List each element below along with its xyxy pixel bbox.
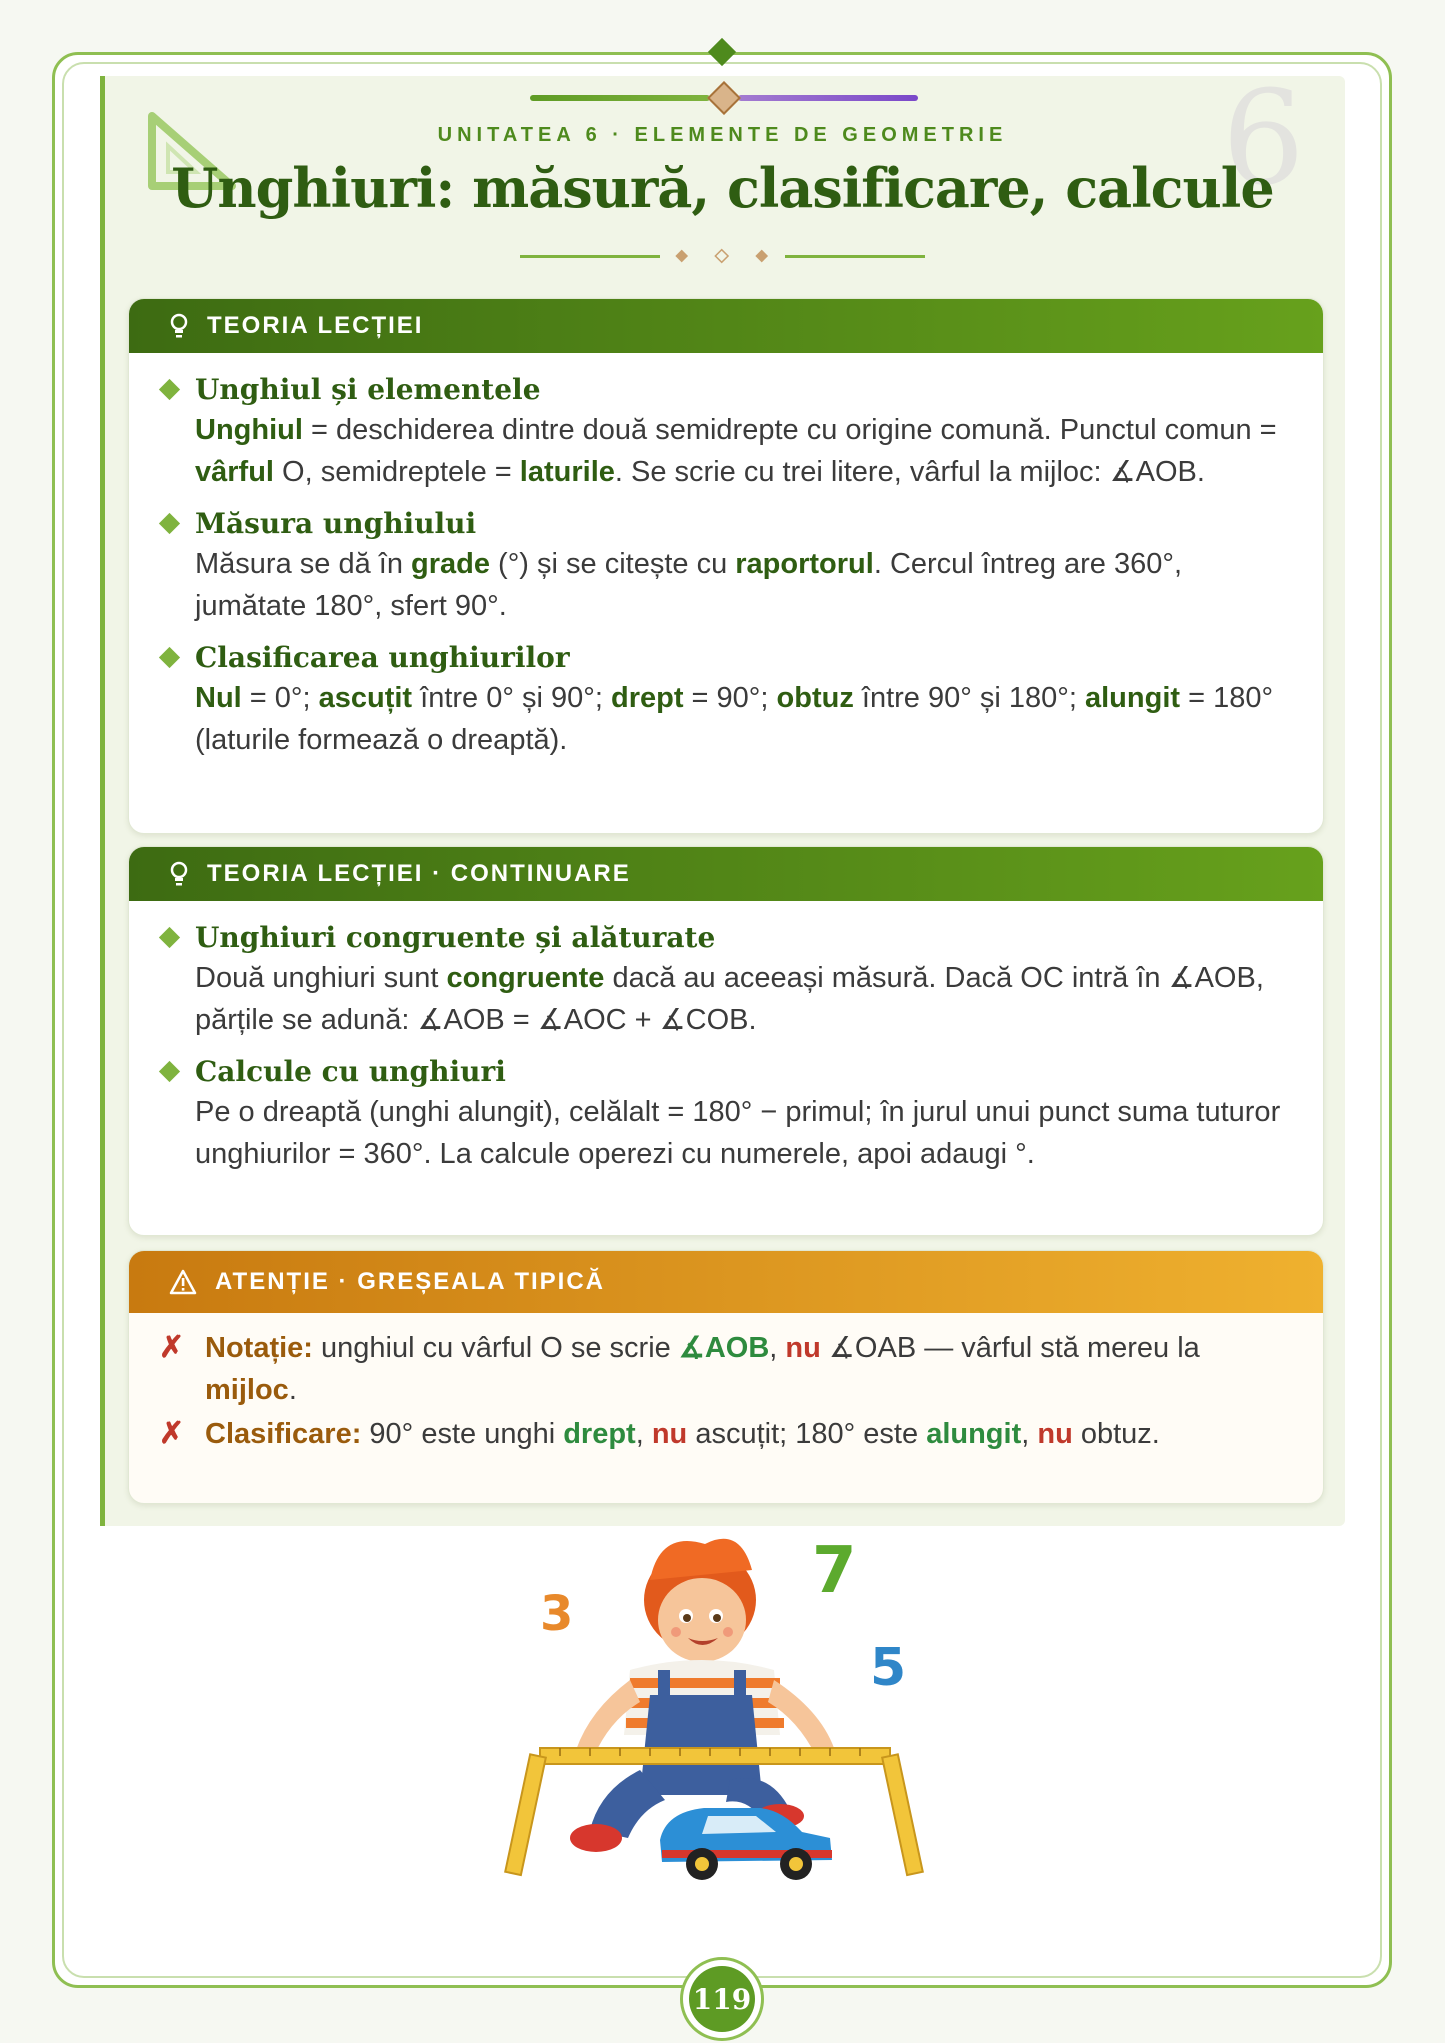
theory-card bbox=[128, 298, 1324, 834]
page-number-badge bbox=[680, 1957, 764, 2041]
warning-item: ✗ Clasificare: 90° este unghi drept, nu ascuțit; 180° este alungit, nu obtuz. bbox=[129, 1413, 1323, 1455]
theory-item-text: Măsura se dă în grade (°) și se citește cu raportorul. Cercul întreg are 360°, jumătate 180°, sfert 90°. bbox=[195, 548, 1183, 622]
warning-item: ✗ Notație: unghiul cu vârful O se scrie ∡AOB, nu ∡OAB — vârful stă mereu la mijloc. bbox=[129, 1327, 1323, 1411]
warning-card-title: ATENȚIE · GREȘEALA TIPICĂ bbox=[215, 1268, 606, 1295]
theory-item bbox=[129, 919, 1323, 1041]
theory-continuation-card bbox=[128, 846, 1324, 1236]
lightbulb-icon bbox=[169, 313, 189, 339]
theory-continuation-header bbox=[129, 847, 1323, 901]
warning-card-header bbox=[129, 1251, 1323, 1313]
theory-item-text: Două unghiuri sunt congruente dacă au aceeași măsură. Dacă OC intră în ∡AOB, părțile se adună: ∡AOB = ∡AOC + ∡COB. bbox=[195, 962, 1264, 1036]
theory-item-text: Unghiul = deschiderea dintre două semidrepte cu origine comună. Punctul comun = vârful O, semidreptele = laturile. Se scrie cu trei litere, vârful la mijloc: ∡AOB. bbox=[195, 414, 1277, 488]
theory-item-heading: Măsura unghiului bbox=[195, 507, 477, 540]
top-decor-line-left bbox=[530, 95, 710, 101]
digit-5: 5 bbox=[870, 1638, 907, 1698]
top-decor-line-right bbox=[738, 95, 918, 101]
theory-continuation-title: TEORIA LECȚIEI · CONTINUARE bbox=[207, 860, 631, 887]
theory-item bbox=[129, 505, 1323, 627]
diamond-bullet-icon bbox=[159, 379, 180, 400]
theory-item-heading: Unghiuri congruente și alăturate bbox=[195, 921, 716, 954]
panel-accent-bar bbox=[100, 76, 105, 1526]
diamond-bullet-icon bbox=[159, 513, 180, 534]
title-divider-ornament bbox=[520, 246, 925, 266]
page-number: 119 bbox=[689, 1966, 755, 2032]
warning-triangle-icon bbox=[169, 1269, 197, 1295]
theory-item-heading: Unghiul și elementele bbox=[195, 373, 541, 406]
unit-number-watermark: 6 bbox=[1222, 62, 1305, 214]
theory-item-heading: Calcule cu unghiuri bbox=[195, 1055, 506, 1088]
digit-7: 7 bbox=[812, 1534, 857, 1608]
unit-label: UNITATEA 6 · ELEMENTE DE GEOMETRIE bbox=[437, 124, 1008, 146]
digit-3: 3 bbox=[540, 1586, 574, 1642]
warning-card bbox=[128, 1250, 1324, 1504]
ruler bbox=[540, 1748, 890, 1764]
cross-mark-icon: ✗ bbox=[159, 1331, 185, 1364]
theory-item-heading: Clasificarea unghiurilor bbox=[195, 641, 570, 674]
theory-item-text: Pe o dreaptă (unghi alungit), celălalt = 180° − primul; în jurul unui punct suma tuturor unghiurilor = 360°. La calcule operezi cu numerele, apoi adaugi °. bbox=[195, 1096, 1281, 1170]
boy-measuring-illustration bbox=[490, 1520, 950, 1890]
page-title: Unghiuri: măsură, clasificare, calcule bbox=[171, 156, 1274, 220]
theory-card-title: TEORIA LECȚIEI bbox=[207, 312, 424, 339]
diamond-bullet-icon bbox=[159, 927, 180, 948]
face bbox=[658, 1578, 746, 1662]
lightbulb-icon bbox=[169, 861, 189, 887]
theory-card-header bbox=[129, 299, 1323, 353]
cross-mark-icon: ✗ bbox=[159, 1417, 185, 1450]
theory-item bbox=[129, 639, 1323, 761]
diamond-bullet-icon bbox=[159, 647, 180, 668]
theory-item bbox=[129, 371, 1323, 493]
theory-item bbox=[129, 1053, 1323, 1175]
diamond-bullet-icon bbox=[159, 1061, 180, 1082]
shoe bbox=[570, 1824, 622, 1852]
theory-item-text: Nul = 0°; ascuțit între 0° și 90°; drept = 90°; obtuz între 90° și 180°; alungit = 180° (laturile formează o dreaptă). bbox=[195, 682, 1274, 756]
